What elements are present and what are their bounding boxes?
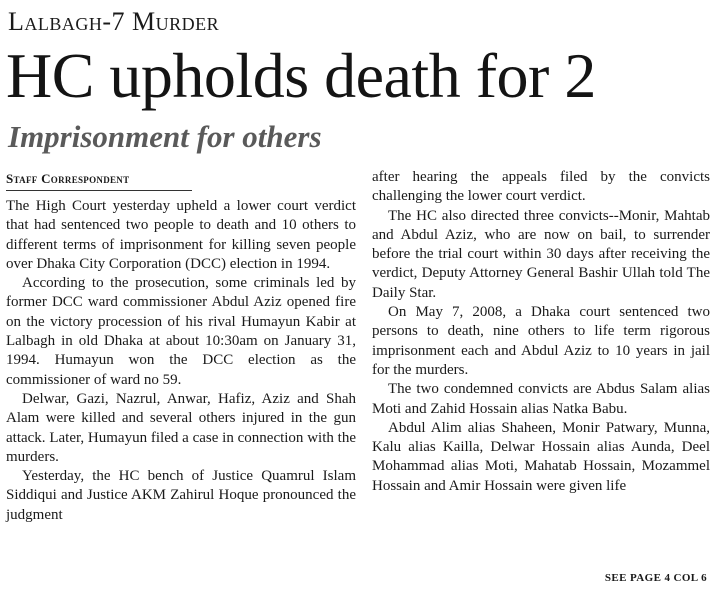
paragraph: According to the prosecution, some criminals led by former DCC ward commissioner Abdul Aziz opened fire on the victory procession of his rival Humayun Kabir at Lalbagh in old Dhaka at about 10:30am on January 31, 1994. Humayun won the DCC election as the commissioner of ward no 59.	[6, 275, 356, 388]
paragraph: Delwar, Gazi, Nazrul, Anwar, Hafiz, Aziz and Shah Alam were killed and several others injured in the gun attack. Later, Humayun filed a case in connection with the murders.	[6, 390, 356, 465]
paragraph: The HC also directed three convicts--Monir, Mahtab and Abdul Aziz, who are now on bail, to surrender before the trial court within 30 days after receiving the verdict, Deputy Attorney General Bashir Ullah told The Daily Star.	[372, 207, 710, 301]
article-kicker: Lalbagh-7 Murder	[8, 7, 220, 36]
article-subhead: Imprisonment for others	[8, 119, 322, 154]
paragraph: Abdul Alim alias Shaheen, Monir Patwary, Munna, Kalu alias Kailla, Delwar Hossain alias Aunda, Deel Mohammad alias Moti, Mahatab Hossain, Mozammel Hossain and Amir Hossain were given life	[372, 419, 710, 494]
paragraph: Yesterday, the HC bench of Justice Quamrul Islam Siddiqui and Justice AKM Zahirul Hoque pronounced the judgment	[6, 468, 356, 523]
paragraph: On May 7, 2008, a Dhaka court sentenced two persons to death, nine others to life term rigorous imprisonment each and Abdul Aziz to 10 years in jail for the murders.	[372, 304, 710, 378]
continuation-jump-line: SEE PAGE 4 COL 6	[604, 572, 707, 584]
paragraph: The two condemned convicts are Abdus Salam alias Moti and Zahid Hossain alias Natka Babu.	[372, 381, 710, 417]
paragraph: after hearing the appeals filed by the convicts challenging the lower court verdict.	[372, 169, 710, 205]
article-column-right	[372, 168, 710, 496]
paragraph: The High Court yesterday upheld a lower court verdict that had sentenced two people to death and 10 others to different terms of imprisonment for killing seven people over Dhaka City Corporation (DCC) election in 1994.	[6, 198, 356, 272]
byline: Staff Correspondent	[6, 168, 192, 191]
article-column-left	[6, 168, 356, 525]
article-headline: HC upholds death for 2	[6, 40, 596, 111]
